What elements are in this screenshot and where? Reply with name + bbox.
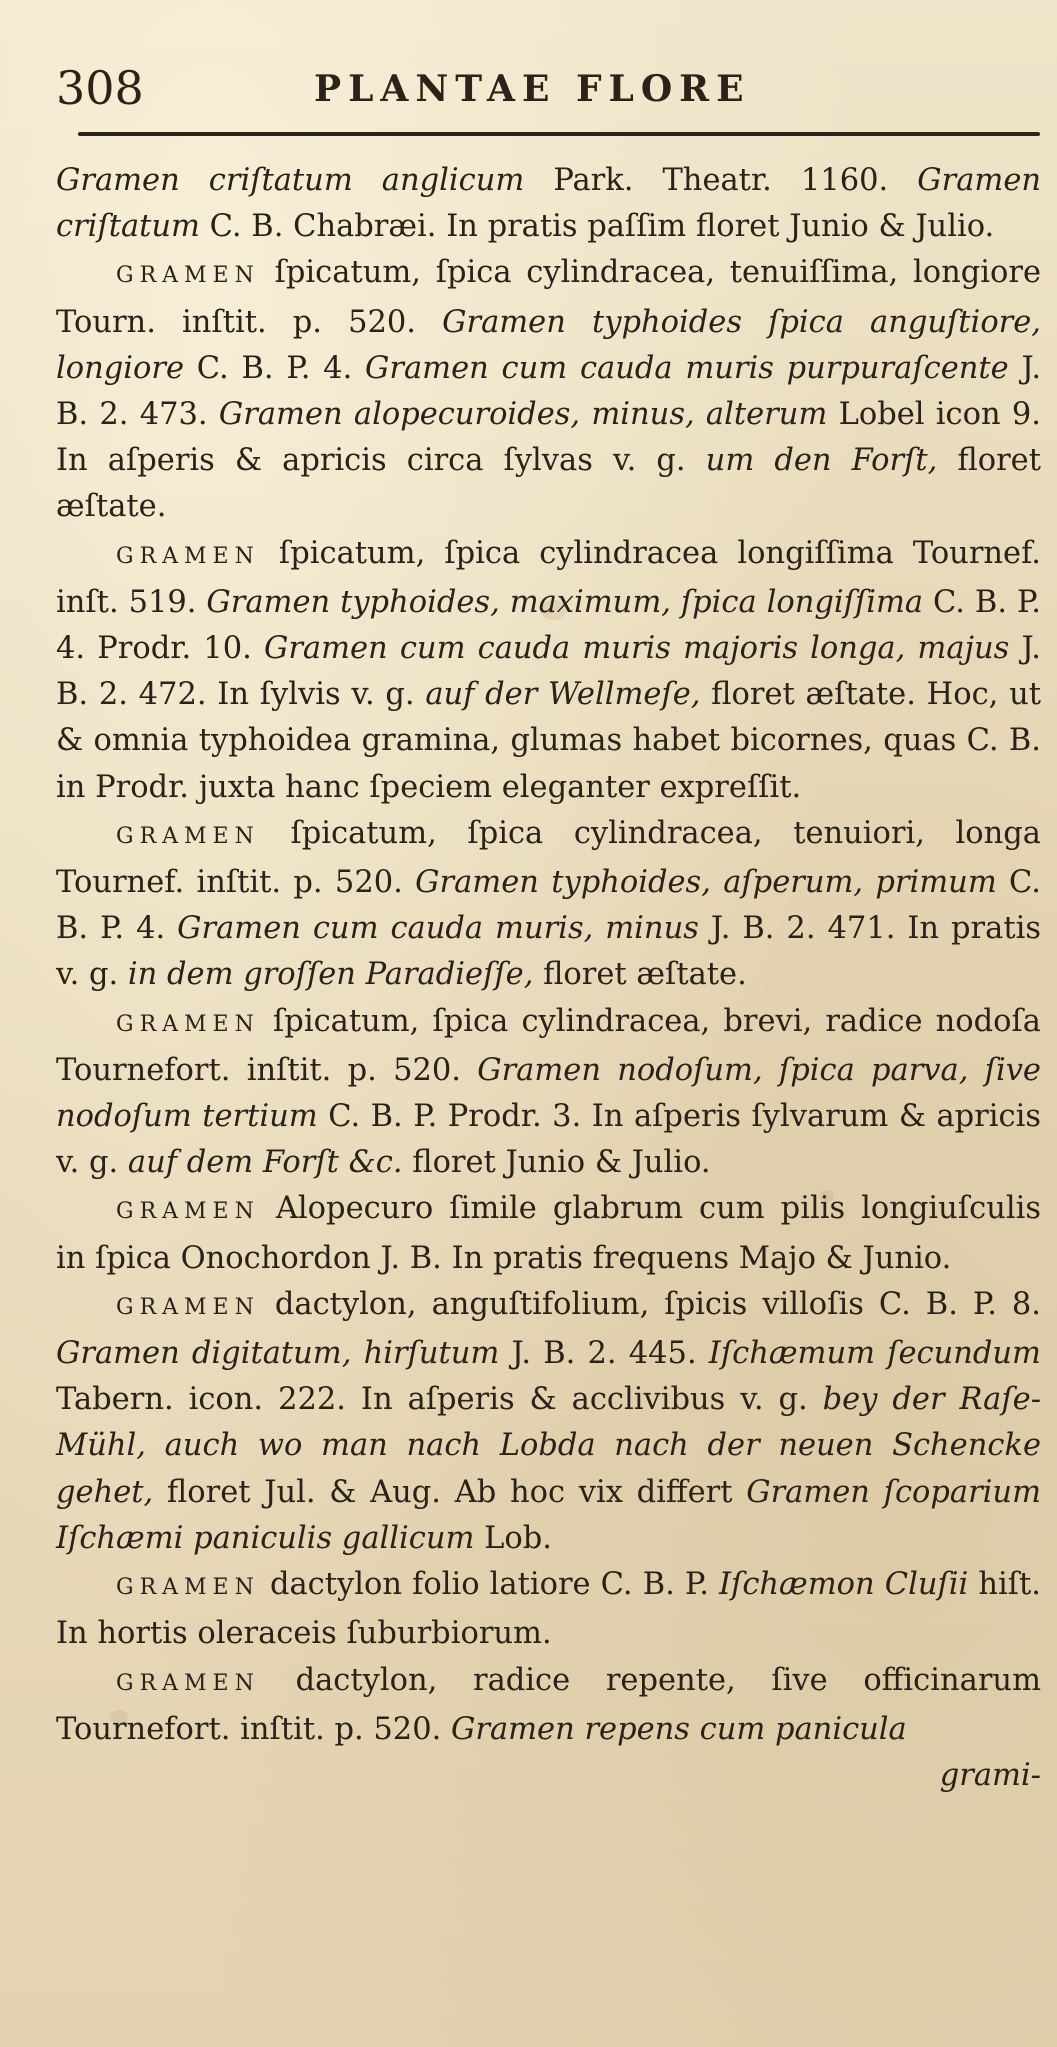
header-rule	[78, 132, 1040, 136]
body-text: ſpicatum, ſpica cylindracea, tenuiori, longa Tournef. inſtit. p. 520.	[56, 815, 1041, 901]
body-text: dactylon, anguſtifolium, ſpicis villoſis C. B. P. 8.	[259, 1286, 1041, 1322]
synonym-italic-text: Gramen typhoides, aſperum, primum	[415, 865, 997, 901]
body-text: ſpicatum, ſpica cylindracea longiſſima Tournef. inſt. 519.	[56, 535, 1041, 620]
page-number: 308	[56, 61, 144, 115]
synonym-italic-text: Gramen criſtatum	[56, 163, 1042, 245]
body-text: ſpicatum, ſpica cylindracea, brevi, radice nodoſa Tournefort. inſtit. p. 520.	[56, 1003, 1041, 1088]
entry-paragraph	[56, 811, 1041, 999]
body-text: dactylon, radice repente, ſive officinarum Tournefort. inſtit. p. 520.	[56, 1662, 1041, 1747]
running-head	[50, 58, 1030, 118]
body-text: C. B. P. 4.	[56, 865, 1041, 947]
body-text: ſpicatum, ſpica cylindracea, tenuiſſima, longiore Tourn. inſtit. p. 520.	[56, 255, 1041, 340]
synonym-italic-text: Gramen cum cauda muris, minus	[177, 911, 699, 947]
entry-paragraph	[56, 1658, 1041, 1753]
body-text: Park. Theatr. 1160.	[524, 163, 918, 198]
synonym-italic-text: Gramen typhoides, maximum, ſpica longiſſima	[206, 584, 924, 620]
running-title: PLANTAE FLORE	[314, 68, 751, 110]
catchword: grami-	[939, 1757, 1041, 1793]
synonym-italic-text: Gramen alopecuroides, minus, alterum	[218, 397, 828, 433]
body-text: floret æſtate.	[533, 957, 747, 993]
body-text: C. B. P. Prodr. 3. In aſperis ſylvarum & apricis v. g.	[56, 1099, 1041, 1181]
entry-paragraph	[56, 158, 1041, 250]
entry-lead-word: GRAMEN	[116, 1670, 260, 1696]
entry-lead-word: GRAMEN	[116, 1575, 260, 1601]
entry-lead-word: GRAMEN	[116, 1199, 260, 1225]
synonym-italic-text: Gramen cum cauda muris purpuraſcente	[365, 350, 1009, 386]
body-text: Lob.	[474, 1520, 552, 1556]
entry-paragraph	[56, 1186, 1041, 1281]
body-text: hiſt. In hortis oleraceis ſuburbiorum.	[56, 1567, 1041, 1652]
body-text: C. B. P. 4. Prodr. 10.	[56, 584, 1041, 667]
entry-lead-word: GRAMEN	[116, 263, 260, 289]
body-text: C. B. P. 4.	[184, 350, 366, 386]
synonym-italic-text: Gramen criſtatum anglicum	[56, 163, 525, 198]
synonym-italic-text: Gramen repens cum panicula	[451, 1711, 907, 1747]
synonym-italic-text: bey der Raſe-Mühl, auch wo man nach Lobda nach der neuen Schencke gehet,	[56, 1382, 1041, 1510]
entry-paragraph	[56, 1562, 1041, 1657]
body-text: floret æſtate. Hoc, ut & omnia typhoidea gramina, glumas habet bicornes, quas C. B. in Prodr. juxta hanc ſpeciem eleganter expreſſit.	[56, 677, 1041, 805]
synonym-italic-text: um den Forſt,	[705, 443, 938, 479]
entry-lead-word: GRAMEN	[116, 823, 260, 849]
synonym-italic-text: Gramen cum cauda muris majoris longa, majus	[263, 631, 1010, 667]
entry-lead-word: GRAMEN	[116, 543, 260, 569]
synonym-italic-text: auf der Wellmeſe,	[425, 677, 701, 713]
body-text: Tabern. icon. 222. In aſperis & acclivibus v. g.	[56, 1382, 823, 1418]
text-body	[56, 158, 1041, 1799]
entry-lead-word: GRAMEN	[116, 1294, 260, 1320]
synonym-italic-text: auf dem Forſt &c.	[127, 1145, 403, 1181]
body-text: C. B. Chabræi. In pratis paſſim floret Junio & Julio.	[199, 209, 995, 245]
body-text: J. B. 2. 471. In pratis v. g.	[56, 911, 1041, 993]
body-text: J. B. 2. 445.	[499, 1336, 709, 1372]
body-text: Alopecuro ſimile glabrum cum pilis longiuſculis in ſpica Onochordon J. B. In pratis frequens Majo & Junio.	[56, 1191, 1041, 1276]
synonym-italic-text: Iſchæmon Cluſii	[719, 1567, 969, 1603]
body-text: J. B. 2. 473.	[56, 350, 1042, 433]
entry-paragraph	[56, 1282, 1041, 1562]
body-text: dactylon folio latiore C. B. P.	[259, 1567, 719, 1603]
body-text: floret Jul. & Aug. Ab hoc vix differt	[153, 1474, 747, 1510]
body-text: floret æſtate.	[56, 443, 1041, 525]
synonym-italic-text: Gramen ſcoparium Iſchæmi paniculis gallicum	[56, 1474, 1041, 1556]
synonym-italic-text: in dem groſſen Paradieſſe,	[127, 957, 534, 993]
synonym-italic-text: Gramen digitatum, hirſutum	[56, 1336, 500, 1372]
entry-paragraph	[56, 531, 1041, 811]
entry-lead-word: GRAMEN	[116, 1011, 260, 1037]
synonym-italic-text: Gramen typhoides ſpica anguſtiore, longiore	[56, 304, 1042, 386]
body-text: Lobel icon 9. In aſperis & apricis circa ſylvas v. g.	[56, 397, 1041, 479]
body-text: floret Junio & Julio.	[402, 1145, 711, 1181]
body-text: J. B. 2. 472. In ſylvis v. g.	[56, 631, 1041, 713]
entry-paragraph	[56, 250, 1041, 530]
synonym-italic-text: Gramen nodoſum, ſpica parva, ſive nodoſum tertium	[56, 1052, 1041, 1135]
entry-paragraph	[56, 999, 1041, 1187]
synonym-italic-text: Iſchæmum ſecundum	[708, 1336, 1041, 1372]
